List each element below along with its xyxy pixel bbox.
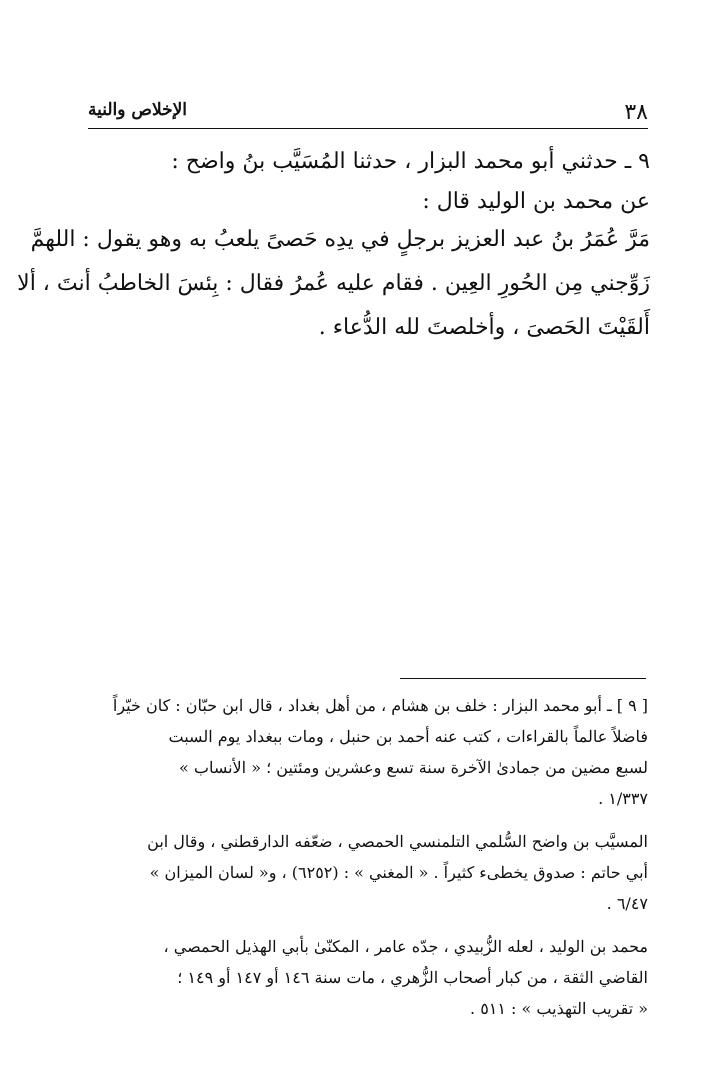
matn-line: زَوِّجني مِن الحُورِ العِين . فقام عليه عُمرُ فقال : بِئسَ الخاطبُ أنتَ ، ألا — [17, 271, 650, 296]
running-header — [88, 96, 648, 124]
footnote-line: أبي حاتم : صدوق يخطىء كثيراً . « المغني » : (٦٢٥٢) ، و« لسان الميزان » — [149, 863, 648, 882]
footnote-line: « تقريب التهذيب » : ٥١١ . — [470, 999, 648, 1018]
page-number: ٣٨ — [624, 100, 648, 125]
header-rule — [88, 128, 648, 129]
isnad-line: ٩ ـ حدثني أبو محمد البزار ، حدثنا المُسَيَّب بنُ واضح : — [171, 149, 650, 174]
footnote-line: فاضلاً عالماً بالقراءات ، كتب عنه أحمد بن حنبل ، ومات ببغداد يوم السبت — [168, 727, 648, 746]
footnote-line: ١/٣٣٧ . — [598, 789, 648, 808]
isnad-line: عن محمد بن الوليد قال : — [422, 189, 650, 214]
matn-line: مَرَّ عُمَرُ بنُ عبد العزيز برجلٍ في يدِه حَصىً يلعبُ به وهو يقول : اللهمَّ — [30, 227, 650, 252]
footnote-line: ٦/٤٧ . — [606, 894, 648, 913]
footnotes — [94, 690, 648, 1036]
matn-line: أَلقَيْتَ الحَصىَ ، وأخلصتَ لله الدُّعاء . — [318, 315, 650, 340]
footnote-paragraph — [94, 690, 648, 814]
running-title: الإخلاص والنية — [88, 100, 188, 120]
footnote-separator — [400, 678, 646, 679]
footnote-line: لسبع مضين من جمادىٰ الآخرة سنة تسع وعشرين ومئتين ؛ « الأنساب » — [179, 758, 648, 777]
footnote-line: القاضي الثقة ، من كبار أصحاب الزُّهري ، مات سنة ١٤٦ أو ١٤٧ أو ١٤٩ ؛ — [177, 968, 648, 987]
footnote-line: [ ٩ ] ـ أبو محمد البزار : خلف بن هشام ، من أهل بغداد ، قال ابن حبّان : كان خيّراً — [112, 696, 648, 715]
footnote-paragraph — [94, 826, 648, 919]
footnote-line: المسيَّب بن واضح السُّلمي التلمنسي الحمصي ، ضعّفه الدارقطني ، وقال ابن — [147, 832, 648, 851]
hadith-matn — [17, 218, 650, 350]
footnote-line: محمد بن الوليد ، لعله الزُّبيدي ، جدّه عامر ، المكنّىٰ بأبي الهذيل الحمصي ، — [163, 937, 648, 956]
footnote-paragraph — [94, 931, 648, 1024]
hadith-isnad — [70, 142, 650, 222]
